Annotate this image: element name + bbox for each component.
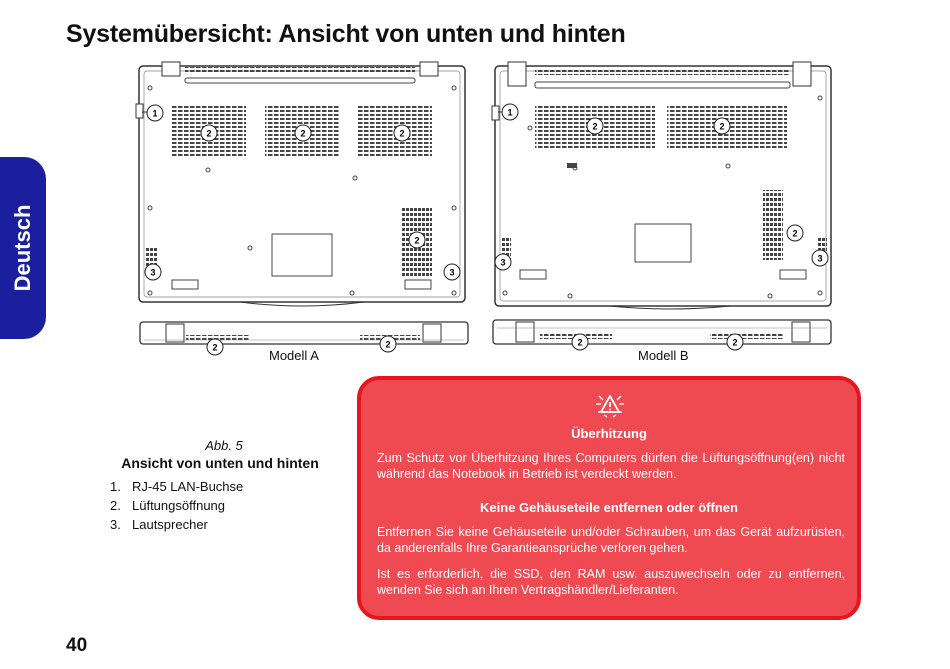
svg-text:3: 3 (500, 257, 506, 268)
callout-vent-rear-b-left (572, 334, 588, 350)
warning-heading-no-open: Keine Gehäuseteile entfernen oder öffnen (480, 500, 738, 515)
svg-text:3: 3 (150, 267, 156, 278)
warning-text-no-open: Entfernen Sie keine Gehäuseteile und/oder Schrauben, um das Gerät aufzurüsten, da anderenfalls Ihre Garantieansprüche verloren gehen. (377, 525, 845, 555)
svg-text:2: 2 (212, 342, 218, 353)
svg-text:2: 2 (300, 128, 306, 139)
svg-text:2: 2 (577, 337, 583, 348)
model-a-rear-view (140, 322, 468, 344)
model-b-rear-view (493, 320, 831, 344)
warning-text-service: Ist es erforderlich, die SSD, den RAM usw. auszuwechseln oder zu entfernen, wenden Sie sich an Ihren Vertragshändler/Lieferanten. (377, 567, 845, 597)
callout-vent-model-b-1 (587, 118, 603, 134)
warning-text-overheat: Zum Schutz vor Überhitzung Ihres Computers dürfen die Lüftungsöffnung(en) nicht während das Notebook in Betrieb ist verdeckt werden. (377, 451, 845, 481)
laptop-diagram (130, 58, 840, 368)
page-title: Systemübersicht: Ansicht von unten und hinten (66, 20, 626, 48)
model-a-label: Modell A (269, 348, 319, 363)
svg-text:1: 1 (152, 108, 158, 119)
callout-speaker-model-a-right (444, 264, 460, 280)
svg-text:1: 1 (507, 107, 513, 118)
warning-heading-overheat: Überhitzung (571, 426, 647, 441)
model-b-label: Modell B (638, 348, 689, 363)
svg-text:2: 2 (732, 337, 738, 348)
callout-speaker-model-a-left (145, 264, 161, 280)
svg-text:2: 2 (399, 128, 405, 139)
callout-vent-model-a-3 (394, 125, 410, 141)
callout-vent-rear-a-right (380, 336, 396, 352)
svg-text:3: 3 (449, 267, 455, 278)
figure-legend (110, 479, 340, 532)
model-b-bottom-view (492, 62, 831, 309)
callout-vent-model-a-1 (201, 125, 217, 141)
svg-text:2: 2 (792, 228, 798, 239)
figure-caption (100, 438, 340, 536)
callout-vent-model-a-4 (409, 232, 425, 248)
svg-text:3: 3 (817, 253, 823, 264)
legend-item: 2. Lüftungsöffnung (110, 498, 226, 513)
callout-speaker-model-b-right (812, 250, 828, 266)
overheat-warning-icon (595, 392, 625, 418)
callout-speaker-model-b-left (495, 254, 511, 270)
callout-vent-model-a-2 (295, 125, 311, 141)
bottom-rear-view-figure (130, 58, 840, 368)
callout-vent-model-b-3 (787, 225, 803, 241)
svg-text:2: 2 (719, 121, 725, 132)
language-tab-label: Deutsch (10, 204, 35, 292)
svg-text:2: 2 (414, 235, 420, 246)
callout-vent-rear-b-right (727, 334, 743, 350)
callout-vent-rear-a-left (207, 339, 223, 355)
warning-box (357, 376, 861, 620)
svg-text:2: 2 (385, 339, 391, 350)
figure-number: Abb. 5 (205, 438, 243, 453)
legend-item: 1. RJ-45 LAN-Buchse (110, 479, 244, 494)
svg-text:2: 2 (592, 121, 598, 132)
svg-text:2: 2 (206, 128, 212, 139)
legend-item: 3. Lautsprecher (110, 517, 208, 532)
figure-title: Ansicht von unten und hinten (121, 455, 319, 471)
language-tab (0, 157, 46, 339)
callout-vent-model-b-2 (714, 118, 730, 134)
model-a-bottom-view (136, 62, 465, 306)
page-number: 40 (66, 635, 88, 656)
